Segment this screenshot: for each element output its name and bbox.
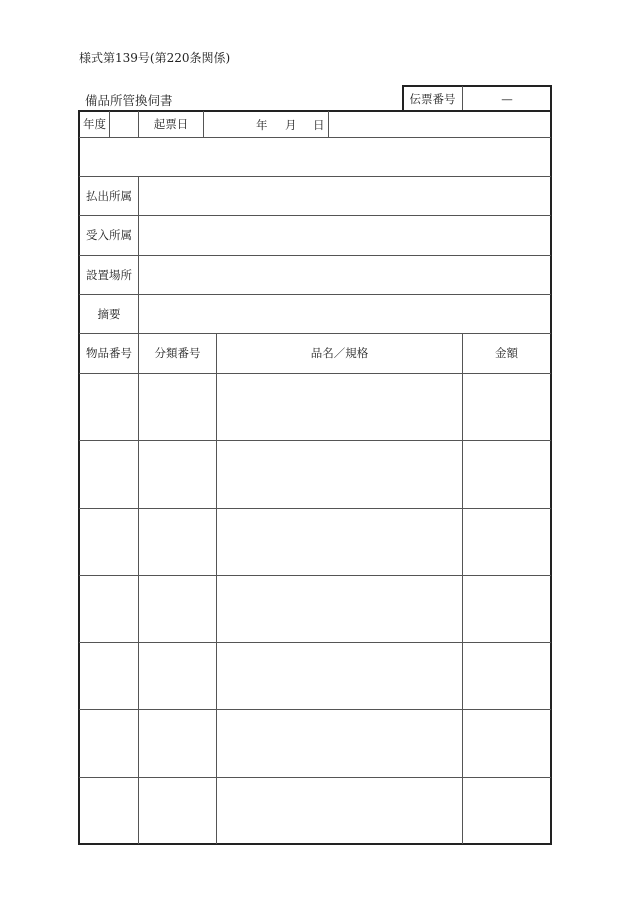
amount-cell[interactable]	[463, 441, 550, 506]
item-number-cell[interactable]	[80, 374, 138, 439]
summary-input[interactable]	[140, 295, 550, 332]
category-number-cell[interactable]	[139, 576, 216, 641]
category-number-cell[interactable]	[139, 441, 216, 506]
issue-date-label: 起票日	[153, 117, 189, 131]
location-label: 設置場所	[86, 267, 132, 282]
amount-cell[interactable]	[463, 710, 550, 775]
header-amount: 金額	[495, 346, 518, 360]
name-spec-cell[interactable]	[217, 710, 462, 775]
form-number: 様式第139号(第220条関係)	[79, 51, 231, 65]
header-category-number: 分類番号	[154, 346, 201, 360]
category-number-cell[interactable]	[139, 778, 216, 843]
from-dept-input[interactable]	[140, 177, 550, 214]
category-number-cell[interactable]	[139, 509, 216, 574]
fiscal-year-input[interactable]	[110, 112, 138, 136]
from-dept-label: 払出所属	[86, 188, 132, 203]
item-number-cell[interactable]	[80, 441, 138, 506]
blank-field[interactable]	[80, 138, 550, 175]
to-dept-label: 受入所属	[86, 228, 132, 242]
date-month: 月	[285, 118, 297, 132]
amount-cell[interactable]	[463, 576, 550, 641]
amount-cell[interactable]	[463, 374, 550, 439]
amount-cell[interactable]	[463, 643, 550, 708]
slip-number-label: 伝票番号	[409, 91, 456, 106]
item-number-cell[interactable]	[80, 710, 138, 775]
header-name-spec: 品名／規格	[310, 346, 369, 360]
date-day: 日	[313, 118, 325, 132]
name-spec-cell[interactable]	[217, 643, 462, 708]
summary-label: 摘要	[97, 306, 121, 321]
name-spec-cell[interactable]	[217, 374, 462, 439]
name-spec-cell[interactable]	[217, 576, 462, 641]
amount-cell[interactable]	[463, 778, 550, 843]
name-spec-cell[interactable]	[217, 778, 462, 843]
form-title: 備品所管換伺書	[85, 93, 173, 108]
category-number-cell[interactable]	[139, 374, 216, 439]
date-year: 年	[256, 118, 268, 132]
fiscal-year-label: 年度	[83, 117, 106, 131]
amount-cell[interactable]	[463, 509, 550, 574]
item-number-cell[interactable]	[80, 643, 138, 708]
location-input[interactable]	[140, 256, 550, 293]
name-spec-cell[interactable]	[217, 441, 462, 506]
name-spec-cell[interactable]	[217, 509, 462, 574]
category-number-cell[interactable]	[139, 643, 216, 708]
item-number-cell[interactable]	[80, 509, 138, 574]
slip-number-value[interactable]: —	[501, 91, 513, 106]
header-item-number: 物品番号	[86, 346, 132, 360]
item-number-cell[interactable]	[80, 576, 138, 641]
item-number-cell[interactable]	[80, 778, 138, 843]
category-number-cell[interactable]	[139, 710, 216, 775]
to-dept-input[interactable]	[140, 216, 550, 254]
